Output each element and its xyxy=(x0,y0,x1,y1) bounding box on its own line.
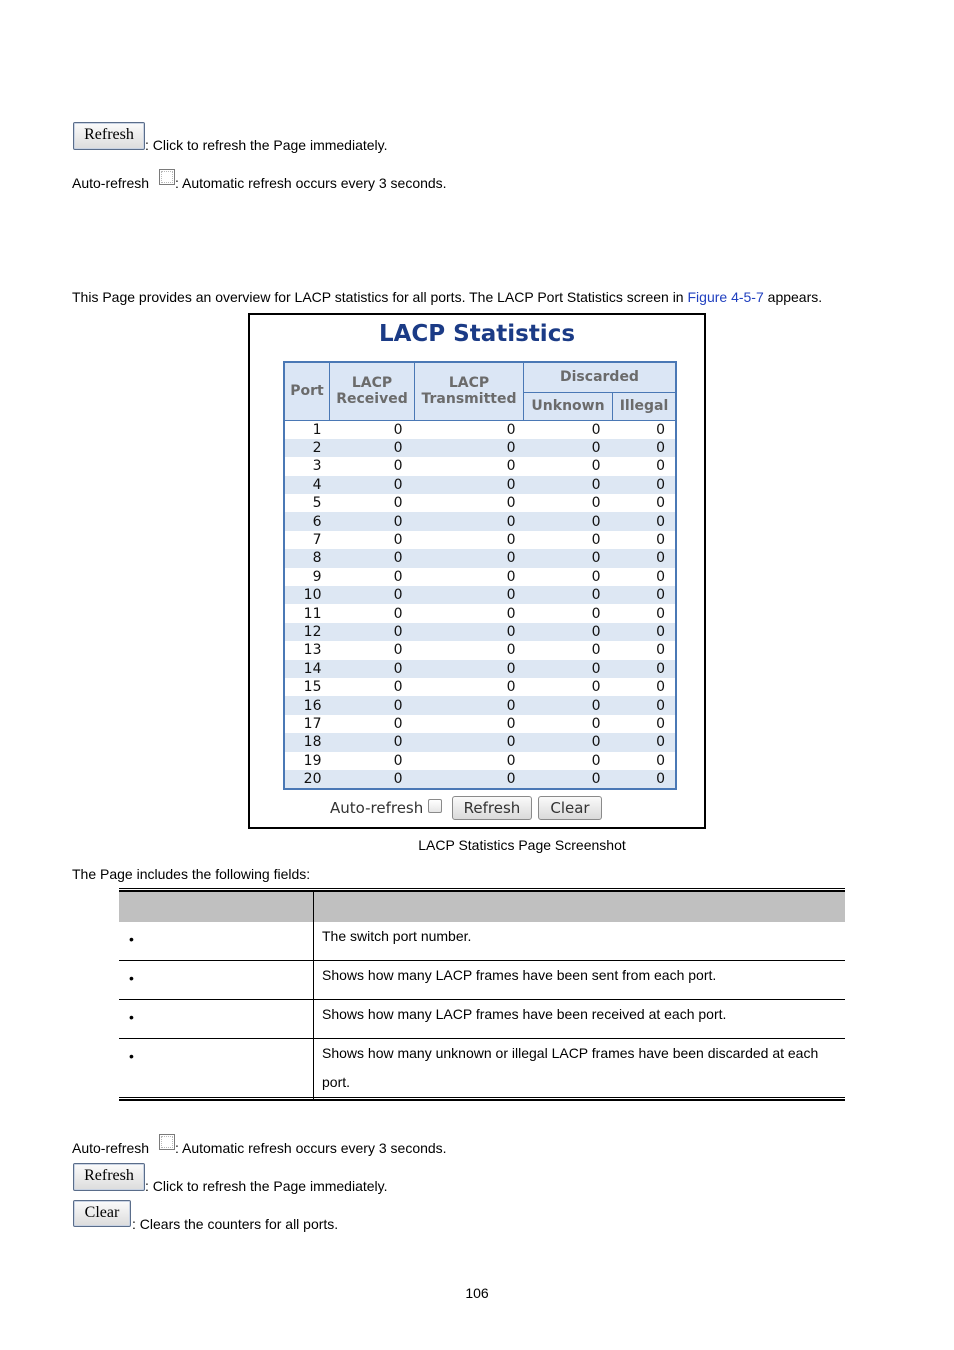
col-illegal: Illegal xyxy=(613,392,677,420)
illegal-cell: 0 xyxy=(613,586,677,604)
received-cell: 0 xyxy=(330,512,415,530)
illegal-cell: 0 xyxy=(656,752,665,769)
received-cell: 0 xyxy=(393,495,403,512)
stats-row xyxy=(284,733,676,751)
lacp-statistics-title: LACP Statistics xyxy=(378,321,576,347)
refresh-button-image: Refresh xyxy=(73,122,145,150)
unknown-cell: 0 xyxy=(591,458,601,475)
received-cell: 0 xyxy=(393,421,403,438)
stats-row xyxy=(284,457,676,475)
bullet: • xyxy=(129,970,134,986)
stats-row xyxy=(284,420,676,439)
bottom-refresh-button-image: Refresh xyxy=(73,1163,145,1191)
unknown-cell: 0 xyxy=(524,549,613,567)
transmitted-cell: 0 xyxy=(415,549,524,567)
stats-row xyxy=(284,641,676,659)
received-cell: 0 xyxy=(393,458,403,475)
transmitted-cell: 0 xyxy=(415,623,524,641)
figure-caption: LACP Statistics Page Screenshot xyxy=(418,837,626,853)
received-cell: 0 xyxy=(330,770,415,789)
port-cell: 16 xyxy=(284,696,330,714)
transmitted-cell: 0 xyxy=(506,752,516,769)
illegal-cell: 0 xyxy=(656,679,665,696)
stats-row xyxy=(284,531,676,549)
col-lacp-received-line1: LACP xyxy=(351,375,393,392)
port-cell: 5 xyxy=(312,495,322,512)
unknown-cell: 0 xyxy=(591,568,601,585)
unknown-cell: 0 xyxy=(591,495,601,512)
illegal-cell: 0 xyxy=(613,733,677,751)
stats-row xyxy=(284,660,676,678)
transmitted-cell: 0 xyxy=(506,679,516,696)
transmitted-cell: 0 xyxy=(415,696,524,714)
stats-row xyxy=(284,586,676,604)
illegal-cell: 0 xyxy=(613,660,677,678)
transmitted-cell: 0 xyxy=(506,421,516,438)
unknown-cell: 0 xyxy=(524,586,613,604)
unknown-cell: 0 xyxy=(591,605,601,622)
unknown-cell: 0 xyxy=(591,715,601,732)
intro-text-end: appears. xyxy=(763,289,823,305)
transmitted-cell: 0 xyxy=(415,476,524,494)
col-lacp-received xyxy=(330,362,415,420)
port-cell: 8 xyxy=(284,549,330,567)
unknown-cell: 0 xyxy=(524,770,613,789)
screenshot-autorefresh-label: Auto-refresh xyxy=(330,799,424,817)
unknown-cell: 0 xyxy=(524,512,613,530)
bullet: • xyxy=(129,1048,134,1064)
transmitted-cell: 0 xyxy=(506,495,516,512)
col-lacp-transmitted-line2: Transmitted xyxy=(421,391,517,408)
fields-row xyxy=(119,961,845,1000)
intro-paragraph xyxy=(72,289,822,305)
unknown-cell: 0 xyxy=(524,733,613,751)
lacp-statistics-screenshot xyxy=(248,313,706,829)
bullet: • xyxy=(129,931,134,947)
screenshot-clear-button[interactable]: Clear xyxy=(538,796,602,820)
port-cell: 4 xyxy=(284,476,330,494)
received-cell: 0 xyxy=(330,476,415,494)
stats-row xyxy=(284,623,676,641)
unknown-cell: 0 xyxy=(591,532,601,549)
page-number: 106 xyxy=(465,1285,489,1301)
transmitted-cell: 0 xyxy=(415,512,524,530)
stats-row xyxy=(284,549,676,567)
stats-row xyxy=(284,715,676,733)
lacp-statistics-rows xyxy=(284,420,676,789)
received-cell: 0 xyxy=(330,733,415,751)
illegal-cell: 0 xyxy=(656,495,665,512)
transmitted-cell: 0 xyxy=(506,458,516,475)
bottom-autorefresh-description: : Automatic refresh occurs every 3 seconds. xyxy=(175,1140,447,1156)
stats-row xyxy=(284,678,676,696)
stats-row xyxy=(284,752,676,770)
fields-row xyxy=(119,922,845,961)
illegal-cell: 0 xyxy=(613,623,677,641)
stats-row xyxy=(284,476,676,494)
unknown-cell: 0 xyxy=(591,642,601,659)
received-cell: 0 xyxy=(330,660,415,678)
illegal-cell: 0 xyxy=(656,605,665,622)
illegal-cell: 0 xyxy=(613,770,677,789)
transmitted-cell: 0 xyxy=(415,586,524,604)
unknown-cell: 0 xyxy=(524,660,613,678)
screenshot-autorefresh-checkbox[interactable] xyxy=(428,799,442,813)
illegal-cell: 0 xyxy=(656,421,665,438)
port-cell: 7 xyxy=(312,532,322,549)
bottom-clear-description: : Clears the counters for all ports. xyxy=(132,1216,339,1232)
fields-table-header xyxy=(119,892,845,922)
received-cell: 0 xyxy=(393,642,403,659)
transmitted-cell: 0 xyxy=(506,568,516,585)
port-cell: 17 xyxy=(303,715,322,732)
col-lacp-received-line2: Received xyxy=(336,391,408,408)
stats-row xyxy=(284,568,676,586)
illegal-cell: 0 xyxy=(613,476,677,494)
transmitted-cell: 0 xyxy=(415,660,524,678)
port-cell: 13 xyxy=(303,642,322,659)
refresh-description: : Click to refresh the Page immediately. xyxy=(145,137,388,153)
bottom-clear-button-image: Clear xyxy=(73,1200,131,1227)
field-description: The switch port number. xyxy=(322,928,472,944)
illegal-cell: 0 xyxy=(613,512,677,530)
received-cell: 0 xyxy=(330,549,415,567)
illegal-cell: 0 xyxy=(656,568,665,585)
stats-row xyxy=(284,512,676,530)
autorefresh-description: : Automatic refresh occurs every 3 seconds. xyxy=(175,175,447,191)
unknown-cell: 0 xyxy=(524,476,613,494)
received-cell: 0 xyxy=(393,568,403,585)
screenshot-refresh-button[interactable]: Refresh xyxy=(452,796,532,820)
transmitted-cell: 0 xyxy=(506,715,516,732)
stats-row xyxy=(284,770,676,789)
port-cell: 18 xyxy=(284,733,330,751)
transmitted-cell: 0 xyxy=(506,532,516,549)
figure-link[interactable]: Figure 4-5-7 xyxy=(687,289,764,305)
illegal-cell: 0 xyxy=(656,532,665,549)
bottom-autorefresh-label: Auto-refresh xyxy=(72,1140,150,1156)
field-description: Shows how many LACP frames have been received at each port. xyxy=(322,1006,727,1022)
illegal-cell: 0 xyxy=(613,696,677,714)
received-cell: 0 xyxy=(393,679,403,696)
stats-row xyxy=(284,494,676,512)
field-description: Shows how many LACP frames have been sent from each port. xyxy=(322,967,717,983)
received-cell: 0 xyxy=(330,696,415,714)
port-cell: 14 xyxy=(284,660,330,678)
port-cell: 10 xyxy=(284,586,330,604)
port-cell: 19 xyxy=(303,752,322,769)
received-cell: 0 xyxy=(330,623,415,641)
fields-row xyxy=(119,1039,845,1097)
transmitted-cell: 0 xyxy=(415,439,524,457)
received-cell: 0 xyxy=(393,715,403,732)
illegal-cell: 0 xyxy=(656,642,665,659)
stats-row xyxy=(284,604,676,622)
unknown-cell: 0 xyxy=(524,439,613,457)
port-cell: 6 xyxy=(284,512,330,530)
illegal-cell: 0 xyxy=(656,715,665,732)
port-cell: 15 xyxy=(303,679,322,696)
fields-table xyxy=(119,888,845,1101)
port-cell: 3 xyxy=(312,458,322,475)
bullet: • xyxy=(129,1009,134,1025)
port-cell: 20 xyxy=(284,770,330,789)
unknown-cell: 0 xyxy=(591,679,601,696)
illegal-cell: 0 xyxy=(613,439,677,457)
col-lacp-transmitted-line1: LACP xyxy=(448,375,490,392)
fields-intro: The Page includes the following fields: xyxy=(72,866,311,882)
unknown-cell: 0 xyxy=(524,623,613,641)
bottom-refresh-description: : Click to refresh the Page immediately. xyxy=(145,1178,388,1194)
fields-row xyxy=(119,1000,845,1039)
unknown-cell: 0 xyxy=(524,696,613,714)
received-cell: 0 xyxy=(393,532,403,549)
unknown-cell: 0 xyxy=(591,752,601,769)
illegal-cell: 0 xyxy=(656,458,665,475)
port-cell: 2 xyxy=(284,439,330,457)
lacp-statistics-table xyxy=(283,361,677,790)
autorefresh-label: Auto-refresh xyxy=(72,175,150,191)
col-unknown: Unknown xyxy=(524,392,613,420)
transmitted-cell: 0 xyxy=(415,733,524,751)
transmitted-cell: 0 xyxy=(506,642,516,659)
col-port: Port xyxy=(284,362,330,420)
illegal-cell: 0 xyxy=(613,549,677,567)
port-cell: 1 xyxy=(312,421,322,438)
received-cell: 0 xyxy=(330,586,415,604)
received-cell: 0 xyxy=(393,605,403,622)
received-cell: 0 xyxy=(330,439,415,457)
port-cell: 12 xyxy=(284,623,330,641)
intro-text: This Page provides an overview for LACP statistics for all ports. The LACP Port Statistics screen in xyxy=(72,289,688,305)
stats-row xyxy=(284,696,676,714)
stats-row xyxy=(284,439,676,457)
transmitted-cell: 0 xyxy=(506,605,516,622)
port-cell: 9 xyxy=(312,568,322,585)
received-cell: 0 xyxy=(393,752,403,769)
unknown-cell: 0 xyxy=(591,421,601,438)
port-cell: 11 xyxy=(303,605,322,622)
bottom-autorefresh-checkbox-image xyxy=(159,1134,175,1150)
col-discarded: Discarded xyxy=(524,362,677,392)
autorefresh-checkbox-image xyxy=(159,169,175,185)
transmitted-cell: 0 xyxy=(415,770,524,789)
col-lacp-transmitted xyxy=(415,362,524,420)
field-description: Shows how many unknown or illegal LACP frames have been discarded at each port. xyxy=(322,1045,819,1090)
